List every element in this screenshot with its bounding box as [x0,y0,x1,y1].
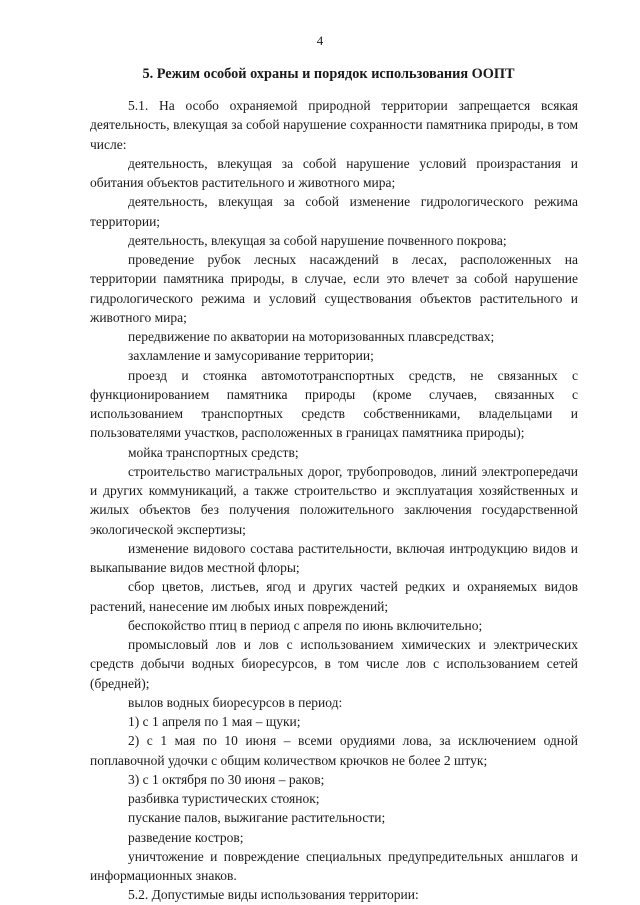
paragraph: передвижение по акватории на моторизованных плавсредствах; [128,329,495,344]
paragraph: 2) с 1 мая по 10 июня – всеми орудиями лова, за исключением одной поплавочной удочки с общим количеством крючков не более 2 штук; [90,733,578,768]
paragraph: промысловый лов и лов с использованием химических и электрических средств добычи водных биоресурсов, в том числе лов с использованием сетей (бредней); [90,637,578,691]
paragraph: деятельность, влекущая за собой изменение гидрологического режима территории; [90,194,578,229]
paragraph: изменение видового состава растительности, включая интродукцию видов и выкапывание видов местной флоры; [90,540,578,575]
paragraph: сбор цветов, листьев, ягод и других частей редких и охраняемых видов растений, нанесение им любых иных повреждений; [90,579,578,614]
paragraph: пускание палов, выжигание растительности; [128,810,386,826]
paragraph: проезд и стоянка автомототранспортных средств, не связанных с функционированием памятника природы (кроме случаев, связанных с использованием транспортных средств собственниками, владельцами и пользователями участков, расположенных в границах памятника природы); [90,367,578,441]
paragraph: 5.1. На особо охраняемой природной территории запрещается всякая деятельность, влекущая за собой нарушение сохранности памятника природы, в том числе: [90,98,578,152]
section-heading: 5. Режим особой охраны и порядок использования ООПТ [142,66,515,82]
paragraph: 5.2. Допустимые виды использования территории: [128,887,419,903]
page-number: 4 [316,33,324,48]
paragraph: вылов водных биоресурсов в период: [128,694,343,710]
paragraph: разбивка туристических стоянок; [128,791,320,806]
paragraph: уничтожение и повреждение специальных предупредительных аншлагов и информационных знаков. [90,848,578,883]
paragraph: захламление и замусоривание территории; [128,348,374,364]
paragraph: беспокойство птиц в период с апреля по июнь включительно; [128,617,483,633]
paragraph: деятельность, влекущая за собой нарушение условий произрастания и обитания объектов растительного и животного мира; [90,155,578,190]
paragraph: разведение костров; [128,829,244,845]
paragraph: деятельность, влекущая за собой нарушение почвенного покрова; [128,232,507,248]
document-body [90,96,578,905]
paragraph: проведение рубок лесных насаждений в лесах, расположенных на территории памятника природы, в случае, если это влечет за собой нарушение гидрологического режима и условий существования объектов растительного и животного мира; [90,252,578,325]
paragraph: мойка транспортных средств; [128,444,299,460]
paragraph: строительство магистральных дорог, трубопроводов, линий электропередачи и других коммуникаций, а также строительство и эксплуатация хозяйственных и жилых объектов без получения положительного заключения государственной экологической экспертизы; [90,463,578,537]
paragraph: 3) с 1 октября по 30 июня – раков; [128,771,325,787]
paragraph: 1) с 1 апреля по 1 мая – щуки; [128,714,301,729]
